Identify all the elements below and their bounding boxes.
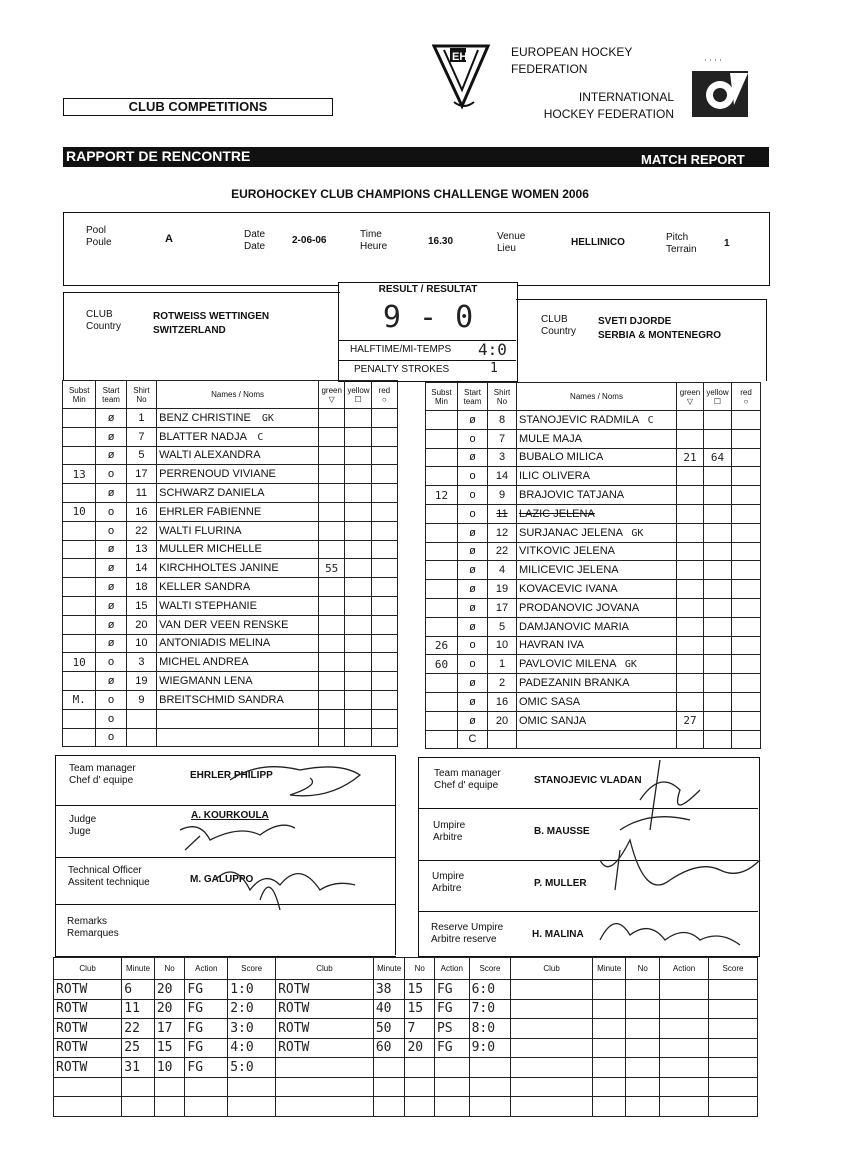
goal-empty (511, 1058, 593, 1078)
subst-min: 12 (426, 486, 458, 505)
goal-score: 4:0 (228, 1038, 276, 1058)
goal-empty (660, 1097, 709, 1117)
goal-act: FG (434, 999, 469, 1019)
right-club-label: CLUB Country (541, 314, 577, 337)
pitch-label: Pitch Terrain (666, 232, 697, 255)
start-mark: ø (96, 596, 126, 615)
player-name: KIRCHHOLTES JANINE (159, 562, 279, 575)
shirt-number: 19 (488, 580, 517, 599)
goal-min: 38 (373, 980, 405, 1000)
goal-empty (626, 980, 660, 1000)
goal-empty (434, 1058, 469, 1078)
player-name: PAVLOVIC MILENA (519, 658, 616, 671)
goal-empty (708, 980, 757, 1000)
goal-score: 8:0 (469, 1019, 511, 1039)
player-name: DAMJANOVIC MARIA (519, 620, 630, 633)
player-name: OMIC SANJA (519, 714, 587, 727)
goal-empty (228, 1077, 276, 1097)
start-mark: o (96, 521, 126, 540)
goal-row (54, 1019, 758, 1039)
shirt-number: 16 (488, 692, 517, 711)
start-mark: o (458, 486, 488, 505)
goal-score: 5:0 (228, 1058, 276, 1078)
start-mark: o (96, 709, 126, 728)
subst-min: 13 (63, 465, 96, 484)
time-label: Time Heure (360, 229, 388, 252)
shirt-number: 18 (126, 578, 156, 597)
goal-empty (434, 1077, 469, 1097)
start-mark: ø (458, 448, 488, 467)
shirt-number: 19 (126, 672, 156, 691)
goal-empty (708, 1058, 757, 1078)
start-mark: o (96, 690, 126, 709)
right-club: SVETI DJORDE SERBIA & MONTENEGRO (598, 316, 721, 341)
pool-value: A (165, 233, 173, 245)
penalty-label: PENALTY STROKES (354, 364, 450, 375)
goal-no: 10 (154, 1058, 185, 1078)
goal-empty (511, 980, 593, 1000)
goals-header: Action (660, 958, 709, 980)
goal-act: FG (434, 1038, 469, 1058)
player-name: ILIC OLIVERA (519, 470, 590, 483)
date-value: 2-06-06 (292, 235, 327, 246)
goal-act: PS (434, 1019, 469, 1039)
goals-header: No (405, 958, 435, 980)
goal-club: ROTW (54, 980, 122, 1000)
goal-min: 22 (122, 1019, 155, 1039)
goal-score: 1:0 (228, 980, 276, 1000)
player-name: ANTONIADIS MELINA (159, 637, 271, 650)
goal-empty (626, 1019, 660, 1039)
pool-label: Pool Poule (86, 225, 112, 248)
goal-empty (276, 1077, 374, 1097)
player-name: MILICEVIC JELENA (519, 564, 619, 577)
reserve: H. MALINA (532, 929, 584, 940)
start-mark: ø (458, 598, 488, 617)
shirt-number: 17 (488, 598, 517, 617)
start-mark: ø (458, 711, 488, 730)
player-name: BRAJOVIC TATJANA (519, 489, 625, 502)
goal-empty (660, 1038, 709, 1058)
shirt-number: 20 (488, 711, 517, 730)
goal-club: ROTW (54, 1038, 122, 1058)
player-name: PERRENOUD VIVIANE (159, 468, 276, 481)
shirt-number: 22 (126, 521, 156, 540)
banner-fr: RAPPORT DE RENCONTRE (66, 148, 251, 164)
goal-no: 15 (405, 999, 435, 1019)
subst-min: 10 (63, 502, 96, 521)
player-name: STANOJEVIC RADMILA (519, 413, 639, 426)
player-name: BLATTER NADJA (159, 430, 247, 443)
shirt-number: 20 (126, 615, 156, 634)
goal-club: ROTW (54, 999, 122, 1019)
fih-name: INTERNATIONAL HOCKEY FEDERATION (543, 90, 674, 121)
date-label: Date Date (244, 229, 266, 252)
goal-empty (469, 1077, 511, 1097)
shirt-number: 5 (488, 617, 517, 636)
shirt-number: 14 (126, 559, 156, 578)
goal-empty (154, 1097, 185, 1117)
player-name: PRODANOVIC JOVANA (519, 601, 640, 614)
goal-club: ROTW (276, 1038, 374, 1058)
goal-no: 17 (154, 1019, 185, 1039)
player-note: GK (261, 412, 274, 424)
start-mark: ø (96, 672, 126, 691)
start-mark: o (96, 465, 126, 484)
subst-min: 60 (426, 655, 458, 674)
player-name: SURJANAC JELENA (519, 526, 623, 539)
player-name: WALTI ALEXANDRA (159, 449, 261, 462)
player-name: WALTI FLURINA (159, 524, 242, 537)
judge: A. KOURKOULA (191, 810, 269, 821)
start-mark: ø (96, 446, 126, 465)
shirt-number: 3 (126, 653, 156, 672)
start-mark: o (458, 467, 488, 486)
start-mark: C (458, 730, 488, 749)
goal-row (54, 1077, 758, 1097)
final-score: 9 - 0 (382, 300, 474, 335)
left-club-label: CLUB Country (86, 309, 122, 332)
reserve-label: Reserve Umpire Arbitre reserve (431, 922, 504, 945)
judge-label: Judge Juge (69, 814, 97, 837)
subst-min: 10 (63, 653, 96, 672)
shirt-number: 22 (488, 542, 517, 561)
halftime-label: HALFTIME/MI-TEMPS (350, 344, 452, 355)
shirt-number: 11 (126, 484, 156, 503)
start-mark: ø (96, 540, 126, 559)
goal-club: ROTW (276, 999, 374, 1019)
goals-header: Score (228, 958, 276, 980)
player-name: KELLER SANDRA (159, 581, 251, 594)
goal-empty (185, 1077, 228, 1097)
goal-min: 6 (122, 980, 155, 1000)
shirt-number: 1 (126, 409, 156, 428)
goal-empty (373, 1058, 405, 1078)
player-name: MULE MAJA (519, 432, 582, 445)
subst-min: 26 (426, 636, 458, 655)
goal-empty (511, 1097, 593, 1117)
goal-empty (122, 1097, 155, 1117)
goal-score: 6:0 (469, 980, 511, 1000)
goal-empty (708, 1077, 757, 1097)
remarks-label: Remarks Remarques (67, 916, 119, 939)
event-title: EUROHOCKEY CLUB CHAMPIONS CHALLENGE WOMEN 2006 (231, 187, 589, 201)
start-mark: ø (96, 615, 126, 634)
left-club: ROTWEISS WETTINGEN SWITZERLAND (153, 311, 270, 336)
goal-empty (405, 1077, 435, 1097)
goals-header: Minute (373, 958, 405, 980)
player-name: KOVACEVIC IVANA (519, 583, 618, 596)
green-card: 55 (319, 559, 345, 578)
svg-text:· · · ·: · · · · (704, 56, 722, 65)
player-name: BUBALO MILICA (519, 451, 604, 464)
venue-label: Venue Lieu (497, 231, 526, 254)
goal-empty (122, 1077, 155, 1097)
player-note: C (647, 414, 654, 426)
shirt-number: 5 (126, 446, 156, 465)
goals-header: No (154, 958, 185, 980)
player-name: BREITSCHMID SANDRA (159, 693, 284, 706)
goal-act: FG (185, 999, 228, 1019)
goal-empty (626, 999, 660, 1019)
player-note: GK (624, 659, 637, 671)
goal-empty (54, 1097, 122, 1117)
goal-empty (434, 1097, 469, 1117)
goal-empty (469, 1058, 511, 1078)
player-name: VAN DER VEEN RENSKE (159, 618, 289, 631)
shirt-number: 12 (488, 523, 517, 542)
goal-min: 25 (122, 1038, 155, 1058)
time-value: 16.30 (428, 236, 454, 247)
ehf-name: EUROPEAN HOCKEY FEDERATION (511, 45, 633, 76)
player-name: MICHEL ANDREA (159, 656, 249, 669)
umpire2-label: Umpire Arbitre (432, 871, 465, 894)
shirt-number: 8 (488, 411, 517, 430)
goal-no: 20 (154, 999, 185, 1019)
goal-empty (373, 1097, 405, 1117)
shirt-number: 9 (126, 690, 156, 709)
goal-empty (626, 1097, 660, 1117)
start-mark: o (458, 429, 488, 448)
right-roster-table: Subst Min Start team Shirt No Names / Noms green ▽ yellow ☐ red ○ ø 8 STANOJEVIC RADMILA C o 7 MULE MAJA ø 3 BUBALO MILICA 21 64 o 14 ILIC OLIVERA 12 o 9 BRAJOVIC TATJANA o 11 LAZIC JELENA ø 12 SURJANAC JELENA GK ø 22 VITKOVIC JELENA ø 4 MILICEVIC JELENA ø 19 KOVACEVIC IVANA ø 17 PRODANOVIC JOVANA ø 5 DAMJANOVIC MARIA 26 o 10 HAVRAN IVA 60 o 1 PAVLOVIC MILENA GK ø 2 PADEZANIN BRANKA ø 16 OMIC SASA ø 20 OMIC SANJA 27 C (425, 382, 761, 749)
player-name: WIEGMANN LENA (159, 675, 253, 688)
goal-min: 40 (373, 999, 405, 1019)
goals-header: Club (54, 958, 122, 980)
goal-empty (592, 1077, 626, 1097)
shirt-number: 16 (126, 502, 156, 521)
goal-empty (708, 999, 757, 1019)
start-mark: ø (96, 427, 126, 446)
goal-empty (592, 980, 626, 1000)
start-mark: o (458, 636, 488, 655)
halftime-score: 4:0 (478, 340, 507, 359)
goals-header: Score (469, 958, 511, 980)
subst-min: M. (63, 690, 96, 709)
goal-empty (511, 1038, 593, 1058)
goal-row (54, 1038, 758, 1058)
goal-empty (592, 1058, 626, 1078)
player-note: C (257, 431, 264, 443)
goal-club: ROTW (276, 980, 374, 1000)
goal-empty (708, 1097, 757, 1117)
venue-value: HELLINICO (571, 237, 625, 248)
goal-empty (660, 999, 709, 1019)
shirt-number: 7 (488, 429, 517, 448)
goal-club: ROTW (276, 1019, 374, 1039)
goal-row (54, 1097, 758, 1117)
right-manager-label: Team manager Chef d' equipe (434, 768, 501, 791)
goal-empty (592, 1019, 626, 1039)
goal-act: FG (185, 1038, 228, 1058)
player-name: WALTI STEPHANIE (159, 599, 257, 612)
player-name: VITKOVIC JELENA (519, 545, 615, 558)
player-name: LAZIC JELENA (519, 507, 595, 520)
goal-score: 9:0 (469, 1038, 511, 1058)
goal-empty (405, 1097, 435, 1117)
shirt-number: 10 (488, 636, 517, 655)
left-roster-table: Subst Min Start team Shirt No Names / Noms green ▽ yellow ☐ red ○ ø 1 BENZ CHRISTINE GK ø 7 BLATTER NADJA C ø 5 WALTI ALEXANDRA 13 o 17 PERRENOUD VIVIANE ø 11 SCHWARZ DANIELA 10 o 16 EHRLER FABIENNE o 22 WALTI FLURINA ø 13 MULLER MICHELLE ø 14 KIRCHHOLTES JANINE 55 ø 18 KELLER SANDRA ø 15 WALTI STEPHANIE ø 20 VAN DER VEEN RENSKE ø 10 ANTONIADIS MELINA 10 o 3 MICHEL ANDREA ø 19 WIEGMANN LENA M. o 9 BREITSCHMID SANDRA o o (62, 380, 398, 747)
start-mark: ø (96, 484, 126, 503)
goal-empty (626, 1038, 660, 1058)
goal-empty (660, 1058, 709, 1078)
start-mark: ø (458, 523, 488, 542)
start-mark: o (96, 653, 126, 672)
goals-header: Action (434, 958, 469, 980)
start-mark: ø (458, 542, 488, 561)
goal-row (54, 1058, 758, 1078)
pitch-value: 1 (724, 238, 730, 249)
goal-score: 2:0 (228, 999, 276, 1019)
left-manager: EHRLER PHILIPP (190, 770, 273, 781)
goal-empty (708, 1038, 757, 1058)
shirt-number: 14 (488, 467, 517, 486)
goal-no: 20 (154, 980, 185, 1000)
goal-empty (511, 1077, 593, 1097)
goals-table (53, 957, 758, 1117)
goal-act: FG (185, 980, 228, 1000)
goal-score: 7:0 (469, 999, 511, 1019)
goal-empty (511, 999, 593, 1019)
shirt-number: 4 (488, 561, 517, 580)
goal-empty (154, 1077, 185, 1097)
goals-header: Score (708, 958, 757, 980)
green-card: 27 (677, 711, 704, 730)
start-mark: ø (458, 580, 488, 599)
tech: M. GALUPPO (190, 874, 254, 885)
shirt-number: 13 (126, 540, 156, 559)
goals-header: Club (511, 958, 593, 980)
goal-row (54, 980, 758, 1000)
start-mark: o (458, 655, 488, 674)
goal-no: 15 (154, 1038, 185, 1058)
start-mark: o (96, 728, 126, 747)
green-card: 21 (677, 448, 704, 467)
goal-empty (660, 980, 709, 1000)
svg-text:EH: EH (452, 51, 468, 63)
banner-en: MATCH REPORT (641, 152, 745, 167)
goal-act: FG (185, 1058, 228, 1078)
shirt-number: 10 (126, 634, 156, 653)
start-mark: ø (96, 559, 126, 578)
goal-min: 31 (122, 1058, 155, 1078)
yellow-card: 64 (704, 448, 732, 467)
goals-header: Club (276, 958, 374, 980)
penalty-value: 1 (490, 361, 498, 376)
goal-empty (276, 1058, 374, 1078)
goal-empty (708, 1019, 757, 1039)
start-mark: o (458, 504, 488, 523)
goal-empty (592, 1038, 626, 1058)
goal-no: 20 (405, 1038, 435, 1058)
goal-empty (54, 1077, 122, 1097)
goals-header: No (626, 958, 660, 980)
shirt-number: 17 (126, 465, 156, 484)
shirt-number: 1 (488, 655, 517, 674)
goal-empty (626, 1077, 660, 1097)
goal-empty (469, 1097, 511, 1117)
goal-act: FG (185, 1019, 228, 1039)
goal-min: 50 (373, 1019, 405, 1039)
goal-act: FG (434, 980, 469, 1000)
shirt-number: 11 (488, 504, 517, 523)
player-name: SCHWARZ DANIELA (159, 487, 265, 500)
shirt-number: 7 (126, 427, 156, 446)
start-mark: ø (96, 634, 126, 653)
start-mark: ø (458, 411, 488, 430)
goal-no: 7 (405, 1019, 435, 1039)
goal-min: 11 (122, 999, 155, 1019)
shirt-number: 9 (488, 486, 517, 505)
goals-header: Action (185, 958, 228, 980)
goals-header: Minute (122, 958, 155, 980)
player-name: PADEZANIN BRANKA (519, 677, 630, 690)
left-manager-label: Team manager Chef d' equipe (69, 763, 136, 786)
start-mark: ø (458, 692, 488, 711)
goal-empty (592, 1097, 626, 1117)
player-note: GK (631, 527, 644, 539)
goal-empty (511, 1019, 593, 1039)
goal-empty (185, 1097, 228, 1117)
goal-no: 15 (405, 980, 435, 1000)
goal-empty (592, 999, 626, 1019)
result-label: RESULT / RESULTAT (378, 284, 478, 295)
goal-score: 3:0 (228, 1019, 276, 1039)
goal-min: 60 (373, 1038, 405, 1058)
tech-label: Technical Officer Assitent technique (68, 865, 150, 888)
goal-empty (276, 1097, 374, 1117)
start-mark: ø (96, 578, 126, 597)
goal-club: ROTW (54, 1019, 122, 1039)
player-name: MULLER MICHELLE (159, 543, 262, 556)
start-mark: ø (458, 561, 488, 580)
umpire2: P. MULLER (534, 878, 587, 889)
goal-empty (373, 1077, 405, 1097)
player-name: OMIC SASA (519, 695, 581, 708)
goal-row (54, 999, 758, 1019)
club-competitions-box: CLUB COMPETITIONS (63, 98, 333, 116)
goal-empty (660, 1019, 709, 1039)
goal-empty (228, 1097, 276, 1117)
umpire1-label: Umpire Arbitre (433, 820, 466, 843)
shirt-number: 15 (126, 596, 156, 615)
start-mark: ø (458, 674, 488, 693)
goal-empty (626, 1058, 660, 1078)
goal-club: ROTW (54, 1058, 122, 1078)
shirt-number: 3 (488, 448, 517, 467)
shirt-number: 2 (488, 674, 517, 693)
umpire1: B. MAUSSE (534, 826, 590, 837)
right-manager: STANOJEVIC VLADAN (534, 775, 642, 786)
start-mark: o (96, 502, 126, 521)
goals-header: Minute (592, 958, 626, 980)
start-mark: ø (458, 617, 488, 636)
goal-empty (660, 1077, 709, 1097)
player-name: HAVRAN IVA (519, 639, 584, 652)
player-name: BENZ CHRISTINE (159, 411, 251, 424)
goal-empty (405, 1058, 435, 1078)
player-name: EHRLER FABIENNE (159, 505, 262, 518)
start-mark: ø (96, 409, 126, 428)
